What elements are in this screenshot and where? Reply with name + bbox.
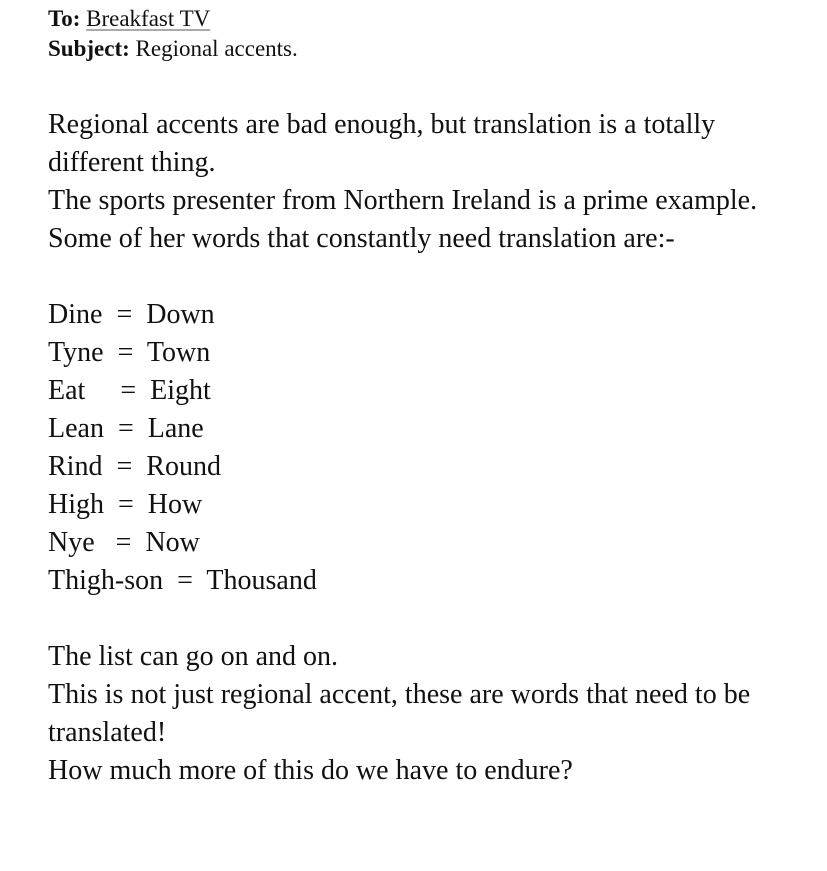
equals-sign: = [117, 413, 134, 444]
translation-pair [48, 410, 808, 448]
to-value: Breakfast TV [86, 6, 211, 31]
closing-paragraph-2: This is not just regional accent, these are words that need to be translated! [48, 679, 751, 748]
equals-sign: = [177, 565, 193, 596]
pair-word: Tyne [48, 337, 104, 368]
subject-label: Subject: [48, 36, 130, 61]
pair-meaning: Down [146, 299, 215, 330]
subject-line [48, 34, 298, 64]
to-label: To: [48, 6, 81, 31]
equals-sign: = [116, 299, 133, 330]
equals-sign: = [120, 375, 137, 406]
closing-paragraph-3: How much more of this do we have to endure? [48, 755, 573, 786]
equals-sign: = [117, 337, 134, 368]
pair-word: High [48, 489, 104, 520]
pair-word: Eat [48, 375, 86, 406]
translation-pair [48, 486, 808, 524]
spacer [48, 258, 808, 296]
pair-word: Nye [48, 527, 95, 558]
translation-pair [48, 296, 808, 334]
translation-pair [48, 334, 808, 372]
subject-value: Regional accents. [135, 36, 298, 61]
equals-sign: = [115, 527, 132, 558]
translation-pair [48, 448, 808, 486]
translation-pair [48, 372, 808, 410]
translation-pair [48, 524, 808, 562]
email-body [48, 106, 808, 790]
pair-meaning: Eight [150, 375, 211, 406]
pair-meaning: Lane [147, 413, 204, 444]
equals-sign: = [118, 489, 134, 520]
translation-pair [48, 562, 808, 600]
spacer [48, 600, 808, 638]
pair-meaning: Thousand [206, 565, 317, 596]
closing-paragraph-1: The list can go on and on. [48, 641, 339, 672]
pair-meaning: How [147, 489, 203, 520]
to-line [48, 4, 298, 34]
intro-paragraph-2: The sports presenter from Northern Ireland is a prime example. [48, 185, 758, 216]
intro-paragraph-1: Regional accents are bad enough, but translation is a totally different thing. [48, 109, 716, 178]
pair-word: Thigh-son [48, 565, 164, 596]
pair-meaning: Round [146, 451, 221, 482]
pair-word: Rind [48, 451, 103, 482]
pair-word: Dine [48, 299, 103, 330]
pair-meaning: Now [145, 527, 200, 558]
intro-paragraph-3: Some of her words that constantly need translation are:- [48, 223, 675, 254]
pair-meaning: Town [146, 337, 211, 368]
email-header [48, 4, 298, 64]
equals-sign: = [116, 451, 133, 482]
translation-list [48, 296, 808, 600]
pair-word: Lean [48, 413, 104, 444]
